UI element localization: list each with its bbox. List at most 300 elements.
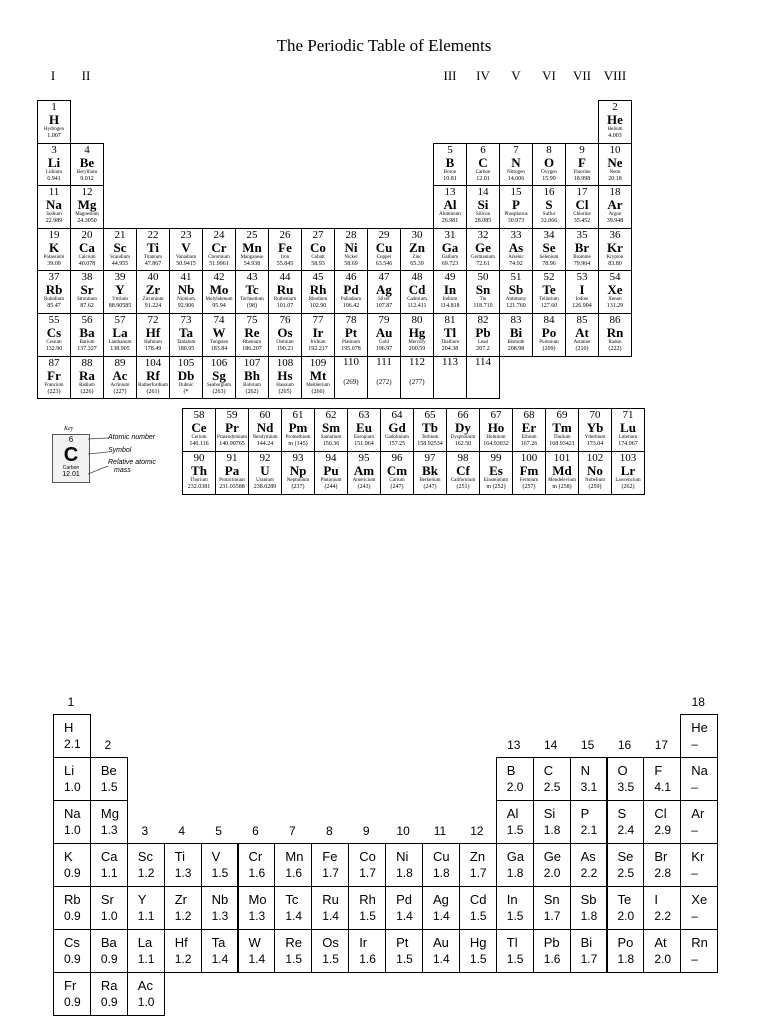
atomic-mass: (* [183, 388, 189, 395]
element-cell [578, 451, 612, 495]
electronegativity-value: 3.1 [580, 780, 598, 794]
element-cell [334, 356, 368, 400]
electronegativity-value: 1.4 [433, 909, 450, 923]
element-symbol: Mn [242, 239, 262, 255]
element-symbol: V [211, 849, 221, 864]
atomic-mass: 69.723 [441, 260, 459, 267]
atomic-number: 25 [246, 228, 258, 241]
element-symbol: Be [100, 763, 117, 778]
element-name: Neodymium [252, 435, 278, 440]
element-symbol: Br [654, 849, 668, 864]
element-symbol: P [580, 806, 590, 821]
electronegativity-cell [90, 757, 128, 801]
group-number: 12 [470, 824, 484, 838]
atomic-mass: 180.95 [177, 346, 195, 352]
atomic-number: 110 [342, 355, 360, 368]
element-symbol: La [112, 325, 128, 340]
element-name: Zinc [412, 254, 422, 260]
element-symbol: Au [375, 325, 393, 340]
element-cell [433, 143, 467, 187]
element-name: Thulium [553, 435, 571, 440]
electronegativity-value: – [691, 780, 698, 794]
group-number: 5 [215, 824, 222, 838]
element-cell [268, 228, 302, 272]
atomic-number: 67 [490, 409, 502, 421]
element-symbol: Pb [543, 935, 560, 950]
electronegativity-cell [385, 843, 423, 887]
electronegativity-cell [90, 972, 128, 1016]
atomic-number: 9 [579, 143, 585, 156]
element-cell [367, 228, 401, 272]
element-symbol: Tl [443, 325, 457, 340]
element-symbol: Cl [575, 197, 589, 213]
electronegativity-value: 1.4 [211, 952, 229, 966]
element-cell [37, 228, 71, 272]
page-title: The Periodic Table of Elements [276, 36, 492, 55]
electronegativity-value: 1.3 [100, 823, 118, 837]
element-name: Tantalum [176, 340, 196, 345]
electronegativity-cell [496, 929, 534, 973]
element-name: Bromine [573, 254, 591, 260]
element-symbol: Rh [309, 282, 327, 298]
element-name: Magnesium [75, 212, 99, 218]
element-name: Berkelium [419, 478, 441, 483]
element-symbol: Rf [146, 367, 160, 383]
atomic-mass: 32.066 [540, 218, 558, 225]
element-cell [367, 270, 401, 314]
electronegativity-value: 1.6 [248, 866, 266, 880]
atomic-mass: 158.92534 [417, 441, 443, 447]
element-cell [334, 313, 368, 357]
element-cell [70, 313, 104, 357]
element-cell [103, 313, 137, 357]
electronegativity-value: 1.1 [100, 866, 118, 880]
atomic-mass: 22.989 [45, 218, 63, 225]
element-cell [136, 228, 170, 272]
element-cell [400, 356, 434, 400]
electronegativity-value: – [691, 952, 698, 966]
element-cell [268, 313, 302, 357]
element-symbol: Ba [79, 325, 95, 340]
atomic-mass: (262) [621, 484, 635, 490]
atomic-number: 5 [447, 143, 453, 156]
element-name: Einsteinium [483, 478, 509, 483]
atomic-number: 89 [114, 356, 126, 369]
element-name: Ruthenium [273, 297, 297, 303]
electronegativity-value: 1.4 [248, 952, 266, 966]
atomic-mass: 63.546 [375, 260, 393, 267]
group-label: IV [476, 68, 490, 83]
electronegativity-value: – [691, 909, 698, 923]
atomic-number: 70 [589, 409, 601, 421]
atomic-mass: (210) [575, 346, 589, 352]
element-name: Yttrium [112, 297, 128, 303]
electronegativity-value: 1.7 [322, 866, 339, 880]
atomic-number: 61 [292, 409, 304, 421]
element-symbol: Fr [47, 367, 61, 383]
element-symbol: Os [322, 935, 339, 950]
group-number: 11 [433, 824, 447, 838]
atomic-number: 60 [259, 409, 271, 421]
electronegativity-cell [680, 843, 718, 887]
element-symbol: Fr [64, 978, 77, 993]
element-symbol: Cd [408, 282, 426, 298]
element-symbol: Cl [654, 806, 667, 821]
atomic-mass: 183.84 [210, 346, 228, 352]
electronegativity-value: 1.7 [580, 952, 598, 966]
element-cell [446, 451, 480, 495]
electronegativity-cell [311, 929, 349, 973]
element-cell [611, 451, 645, 495]
element-symbol: Mo [248, 892, 267, 907]
electronegativity-cell [90, 800, 128, 844]
group-number: 2 [104, 738, 112, 752]
element-name: Barium [79, 340, 95, 345]
element-symbol: Ge [543, 849, 562, 864]
key-label: Key [64, 426, 74, 432]
atomic-mass: 35.452 [573, 218, 591, 225]
electronegativity-cell [385, 886, 423, 930]
atomic-mass: 15.99 [542, 175, 556, 182]
element-name: Americium [352, 478, 376, 483]
element-name: Protactinium [219, 478, 245, 483]
element-symbol: Ca [100, 849, 118, 864]
element-cell [367, 313, 401, 357]
element-symbol: Zr [145, 282, 161, 298]
electronegativity-value: 2.0 [543, 866, 561, 880]
electronegativity-cell [385, 929, 423, 973]
element-name: Seaborgium [206, 382, 232, 388]
element-symbol: Ac [137, 978, 153, 993]
element-cell [565, 270, 599, 314]
element-name: Copper [376, 254, 392, 260]
element-cell [70, 143, 104, 187]
atomic-mass: (263) [212, 388, 226, 395]
atomic-mass: (237) [291, 484, 305, 490]
electronegativity-cell [496, 800, 534, 844]
element-cell [499, 143, 533, 187]
electronegativity-value: 1.3 [248, 909, 266, 923]
element-cell [413, 451, 447, 495]
electronegativity-cell [496, 886, 534, 930]
element-symbol: O [543, 154, 555, 170]
atomic-mass: (261) [146, 388, 160, 395]
element-symbol: Al [506, 806, 519, 821]
atomic-number: 109 [309, 356, 327, 369]
element-name: Germanium [471, 254, 495, 260]
atomic-mass: 167.26 [520, 441, 538, 447]
atomic-number: 52 [543, 271, 555, 284]
atomic-number: 81 [444, 314, 456, 326]
element-symbol: Ho [487, 420, 505, 435]
element-symbol: Ag [433, 892, 449, 907]
element-symbol: Cs [46, 325, 62, 340]
element-name: Francium [44, 382, 64, 388]
element-symbol: Eu [356, 420, 372, 435]
group-label: II [81, 68, 91, 83]
element-name: Tungsten [209, 340, 229, 345]
element-symbol: He [607, 112, 623, 127]
element-symbol: Ni [396, 849, 409, 864]
element-cell [545, 408, 579, 452]
group-number: 13 [507, 738, 521, 752]
element-symbol: He [691, 720, 708, 735]
element-cell [70, 185, 104, 229]
key-atomic-number-label: Atomic number [108, 434, 156, 441]
element-name: Argon [608, 212, 622, 218]
element-symbol: W [248, 935, 261, 950]
electronegativity-cell [459, 886, 497, 930]
electronegativity-cell [607, 929, 645, 973]
atomic-mass: 112.411 [407, 303, 427, 310]
atomic-number: 45 [312, 271, 324, 284]
group-number: 9 [362, 824, 370, 838]
atomic-mass: 20.18 [608, 175, 622, 182]
element-cell [433, 313, 467, 357]
atomic-number: 19 [48, 228, 60, 241]
electronegativity-cell [53, 972, 91, 1016]
atomic-number: 97 [424, 452, 436, 464]
element-name: Xenon [608, 297, 622, 303]
element-symbol: Na [64, 806, 81, 821]
element-name: Chlorine [573, 212, 591, 218]
atomic-number: 73 [180, 314, 192, 326]
electronegativity-value: 0.9 [100, 995, 118, 1009]
electronegativity-cell [238, 929, 276, 973]
element-cell [598, 143, 632, 187]
atomic-number: 16 [543, 186, 555, 199]
electronegativity-cell [90, 929, 128, 973]
element-cell [334, 228, 368, 272]
element-symbol: Ar [607, 197, 623, 213]
atomic-number: 12 [81, 186, 93, 199]
atomic-number: 100 [520, 452, 538, 464]
element-name: Cobalt [311, 254, 325, 260]
element-name: Thorium [190, 478, 208, 483]
electronegativity-cell [533, 800, 571, 844]
element-cell [565, 143, 599, 187]
electronegativity-cell [570, 757, 608, 801]
atomic-mass: (98) [247, 303, 257, 310]
electronegativity-value: 1.4 [285, 909, 303, 923]
atomic-mass: 1.007 [47, 133, 61, 139]
atomic-mass: 231.03588 [219, 484, 245, 490]
element-symbol: Lu [620, 420, 636, 435]
atomic-number: 79 [378, 314, 390, 326]
atomic-mass: (269) [343, 377, 359, 386]
element-cell [182, 408, 216, 452]
element-symbol: Bi [509, 325, 523, 340]
electronegativity-cell [53, 714, 91, 758]
key-mass: 12.01 [62, 471, 80, 478]
electronegativity-value: 0.9 [64, 866, 81, 880]
electronegativity-value: 1.8 [617, 952, 635, 966]
electronegativity-cell [459, 843, 497, 887]
atomic-number: 107 [243, 356, 261, 369]
atomic-number: 91 [226, 452, 238, 464]
atomic-number: 113 [441, 355, 459, 368]
electronegativity-cell [680, 929, 718, 973]
atomic-number: 63 [358, 409, 370, 421]
element-cell [598, 100, 632, 144]
element-symbol: Nb [211, 892, 229, 907]
electronegativity-value: 0.9 [64, 952, 81, 966]
atomic-number: 98 [457, 452, 469, 464]
element-symbol: F [654, 763, 663, 778]
element-symbol: Nd [256, 420, 274, 435]
electronegativity-value: 1.8 [580, 909, 598, 923]
element-symbol: Er [521, 420, 537, 435]
element-symbol: Np [289, 463, 307, 478]
element-cell [499, 228, 533, 272]
atomic-mass: 85.47 [47, 303, 61, 310]
element-cell [235, 228, 269, 272]
atomic-number: 65 [424, 409, 436, 421]
group-number: 14 [544, 738, 558, 752]
element-symbol: Ru [276, 282, 294, 298]
element-symbol: Fm [519, 463, 539, 478]
element-name: Hassium [276, 382, 294, 388]
electronegativity-value: 2.9 [654, 823, 672, 837]
element-cell [103, 270, 137, 314]
element-name: Osmium [276, 340, 294, 345]
element-name: Iodine [575, 297, 589, 303]
element-symbol: Ac [112, 367, 128, 383]
element-symbol: Rn [606, 325, 624, 340]
atomic-mass: 162.50 [454, 441, 472, 447]
atomic-mass: 12.01 [476, 175, 490, 182]
element-symbol: Tc [245, 282, 259, 298]
element-symbol: K [64, 849, 73, 864]
atomic-mass: 140.116 [189, 441, 209, 447]
element-cell [499, 270, 533, 314]
electronegativity-value: 0.9 [64, 909, 81, 923]
element-name: Lead [478, 340, 488, 345]
element-symbol: Lr [620, 463, 636, 478]
element-name: Thallium [440, 340, 460, 345]
atomic-mass: 102.90 [309, 303, 327, 310]
element-cell [301, 356, 335, 400]
element-name: Bismuth [507, 340, 525, 345]
atomic-mass: 127.60 [540, 303, 558, 310]
element-symbol: Se [542, 239, 556, 255]
atomic-mass: 47.867 [144, 260, 162, 267]
element-cell [70, 356, 104, 400]
element-symbol: S [545, 197, 553, 213]
element-cell [466, 143, 500, 187]
atomic-mass: 131.29 [606, 303, 624, 310]
element-symbol: S [617, 806, 627, 821]
electronegativity-cell [607, 843, 645, 887]
atomic-mass: 6.941 [47, 175, 61, 182]
electronegativity-value: 1.5 [322, 952, 339, 966]
atomic-mass: 26.981 [441, 218, 459, 225]
element-cell [479, 408, 513, 452]
element-symbol: Ra [79, 367, 95, 383]
atomic-number: 77 [312, 314, 324, 326]
element-symbol: Sn [543, 892, 560, 907]
atomic-mass: 58.69 [344, 260, 358, 267]
electronegativity-cell [643, 800, 681, 844]
element-cell [598, 185, 632, 229]
element-symbol: Y [137, 892, 147, 907]
element-cell [499, 313, 533, 357]
element-cell [499, 185, 533, 229]
element-symbol: Cf [456, 463, 470, 478]
electronegativity-cell [570, 843, 608, 887]
atomic-number: 37 [48, 271, 60, 284]
electronegativity-cell [459, 929, 497, 973]
electronegativity-cell [643, 843, 681, 887]
electronegativity-cell [348, 843, 386, 887]
element-symbol: Pt [396, 935, 409, 950]
element-name: Manganese [240, 254, 264, 260]
key-symbol: C [63, 444, 79, 466]
element-cell [466, 356, 500, 400]
electronegativity-value: 1.4 [322, 909, 339, 923]
atomic-mass: 44.955 [111, 260, 129, 267]
atomic-mass: 178.49 [144, 346, 162, 352]
atomic-number: 101 [553, 452, 571, 464]
element-symbol: W [212, 325, 226, 340]
element-name: Neptunium [286, 478, 310, 483]
element-cell [466, 270, 500, 314]
element-cell [400, 313, 434, 357]
element-name: Nickel [344, 254, 358, 260]
atomic-number: 10 [609, 143, 621, 156]
element-cell [268, 356, 302, 400]
electronegativity-cell [570, 800, 608, 844]
atomic-number: 66 [457, 409, 469, 421]
atomic-number: 93 [292, 452, 304, 464]
atomic-mass: (262) [245, 388, 259, 395]
element-name: Ytterbium [584, 435, 606, 440]
electronegativity-value: 0.9 [64, 995, 81, 1009]
element-cell [347, 451, 381, 495]
element-symbol: Ir [312, 325, 324, 340]
atomic-mass: 18.998 [573, 175, 591, 182]
element-cell [235, 313, 269, 357]
element-symbol: Cd [469, 892, 487, 907]
element-name: Arsenic [508, 254, 524, 260]
element-name: Antimony [505, 297, 527, 303]
atomic-mass: 74.92 [509, 260, 523, 267]
atomic-number: 49 [444, 271, 456, 284]
element-symbol: Co [310, 239, 326, 255]
atomic-number: 95 [358, 452, 370, 464]
electronegativity-cell [238, 886, 276, 930]
element-name: Polonium [539, 340, 559, 345]
element-cell [37, 185, 71, 229]
element-symbol: U [260, 463, 270, 478]
electronegativity-value: 1.2 [137, 866, 155, 880]
atomic-mass: (272) [376, 377, 392, 386]
element-symbol: Cu [375, 239, 393, 255]
element-cell [512, 451, 546, 495]
atomic-number: 34 [543, 228, 555, 241]
element-cell [314, 408, 348, 452]
group-label: V [511, 68, 521, 83]
element-symbol: Au [433, 935, 449, 950]
element-symbol: I [579, 282, 585, 298]
element-cell [446, 408, 480, 452]
element-cell [136, 356, 170, 400]
element-name: Gallium [441, 254, 459, 260]
atomic-number: 69 [556, 409, 568, 421]
element-name: Aluminum [439, 212, 461, 218]
atomic-mass: 107.87 [375, 303, 393, 310]
electronegativity-value: 1.2 [174, 952, 192, 966]
